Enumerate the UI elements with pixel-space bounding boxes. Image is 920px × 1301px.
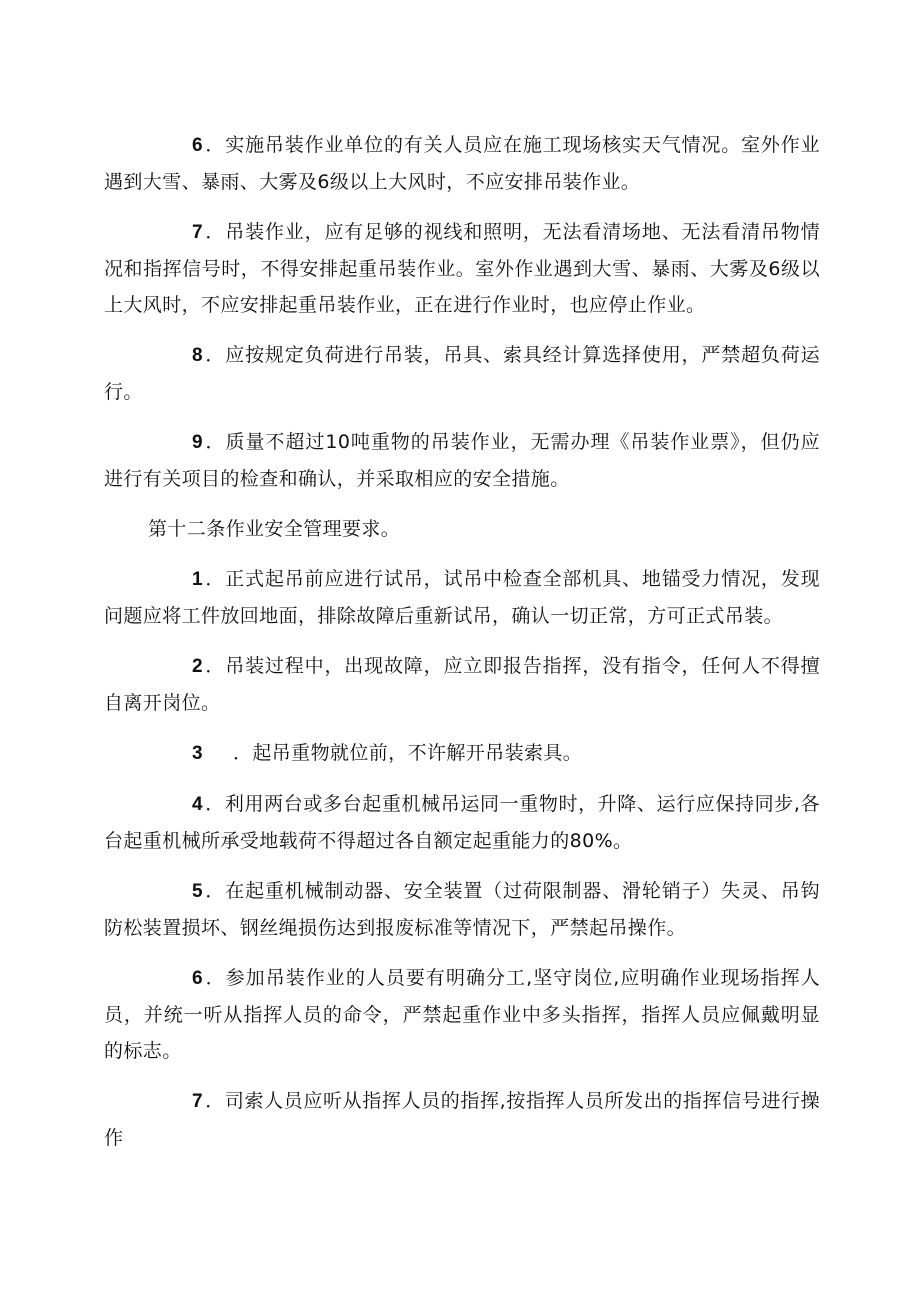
paragraph-item-7: [104, 214, 820, 323]
paragraph-text: 质量不超过10吨重物的吊装作业，无需办理《吊装作业票》，但仍应进行有关项目的检查和确认，并采取相应的安全措施。: [104, 431, 820, 490]
paragraph-text: 起吊重物就位前，不许解开吊装索具。: [252, 742, 583, 764]
paragraph-text: 正式起吊前应进行试吊，试吊中检查全部机具、地锚受力情况，发现问题应将工件放回地面，排除故障后重新试吊，确认一切正常，方可正式吊装。: [104, 568, 820, 627]
item-number: 5: [192, 881, 203, 902]
item-separator: ．: [204, 793, 225, 815]
paragraph-item-9: [104, 424, 820, 497]
paragraph-item-3: [104, 735, 820, 772]
item-separator: ．: [204, 1090, 225, 1112]
paragraph-item-7b: [104, 1083, 820, 1156]
item-number: 4: [192, 794, 203, 815]
paragraph-text: 司索人员应听从指挥人员的指挥,按指挥人员所发出的指挥信号进行操作: [104, 1090, 820, 1149]
paragraph-text: 应按规定负荷进行吊装，吊具、索具经计算选择使用，严禁超负荷运行。: [104, 344, 820, 403]
item-number: 9: [192, 432, 203, 453]
item-number: 6: [192, 135, 203, 156]
paragraph-text: 利用两台或多台起重机械吊运同一重物时，升降、运行应保持同步,各台起重机械所承受地载荷不得超过各自额定起重能力的80%。: [104, 793, 820, 852]
paragraph-text: 在起重机械制动器、安全装置（过荷限制器、滑轮销子）失灵、吊钩防松装置损坏、钢丝绳损伤达到报废标准等情况下，严禁起吊操作。: [104, 880, 820, 939]
item-separator: ．: [204, 134, 226, 156]
item-separator: ．: [204, 344, 226, 366]
paragraph-text: 实施吊装作业单位的有关人员应在施工现场核实天气情况。室外作业遇到大雪、暴雨、大雾及6级以上大风时，不应安排吊装作业。: [104, 134, 820, 193]
paragraph-item-5: [104, 873, 820, 946]
item-number: 8: [192, 345, 203, 366]
paragraph-text: 吊装作业，应有足够的视线和照明，无法看清场地、无法看清吊物情况和指挥信号时，不得安排起重吊装作业。室外作业遇到大雪、暴雨、大雾及6级以上大风时，不应安排起重吊装作业，正在进行作业时，也应停止作业。: [104, 221, 820, 316]
item-number: 7: [192, 1091, 203, 1112]
paragraph-item-8: [104, 337, 820, 410]
item-number: 7: [192, 222, 203, 243]
item-separator: ．: [204, 967, 226, 989]
item-number: 2: [192, 656, 203, 677]
paragraph-item-6: [104, 127, 820, 200]
paragraph-item-2: [104, 648, 820, 721]
article-heading: [104, 511, 820, 547]
paragraph-item-6b: [104, 960, 820, 1069]
item-separator: ．: [204, 431, 226, 453]
document-body: [104, 127, 820, 1156]
item-separator: ．: [204, 568, 226, 590]
item-number: 3: [192, 743, 203, 764]
paragraph-text: 吊装过程中，出现故障，应立即报告指挥，没有指令，任何人不得擅自离开岗位。: [104, 655, 820, 714]
item-separator: ．: [204, 880, 226, 902]
paragraph-text: 参加吊装作业的人员要有明确分工,坚守岗位,应明确作业现场指挥人员，并统一听从指挥人员的命令，严禁起重作业中多头指挥，指挥人员应佩戴明显的标志。: [104, 967, 821, 1062]
item-separator: ．: [204, 221, 226, 243]
paragraph-item-1: [104, 561, 820, 634]
item-number: 6: [192, 968, 203, 989]
paragraph-item-4: [104, 786, 820, 859]
item-separator: ．: [232, 742, 253, 764]
item-number: 1: [192, 569, 203, 590]
item-separator: ．: [204, 655, 226, 677]
article-heading-text: 第十二条作业安全管理要求。: [148, 518, 401, 540]
